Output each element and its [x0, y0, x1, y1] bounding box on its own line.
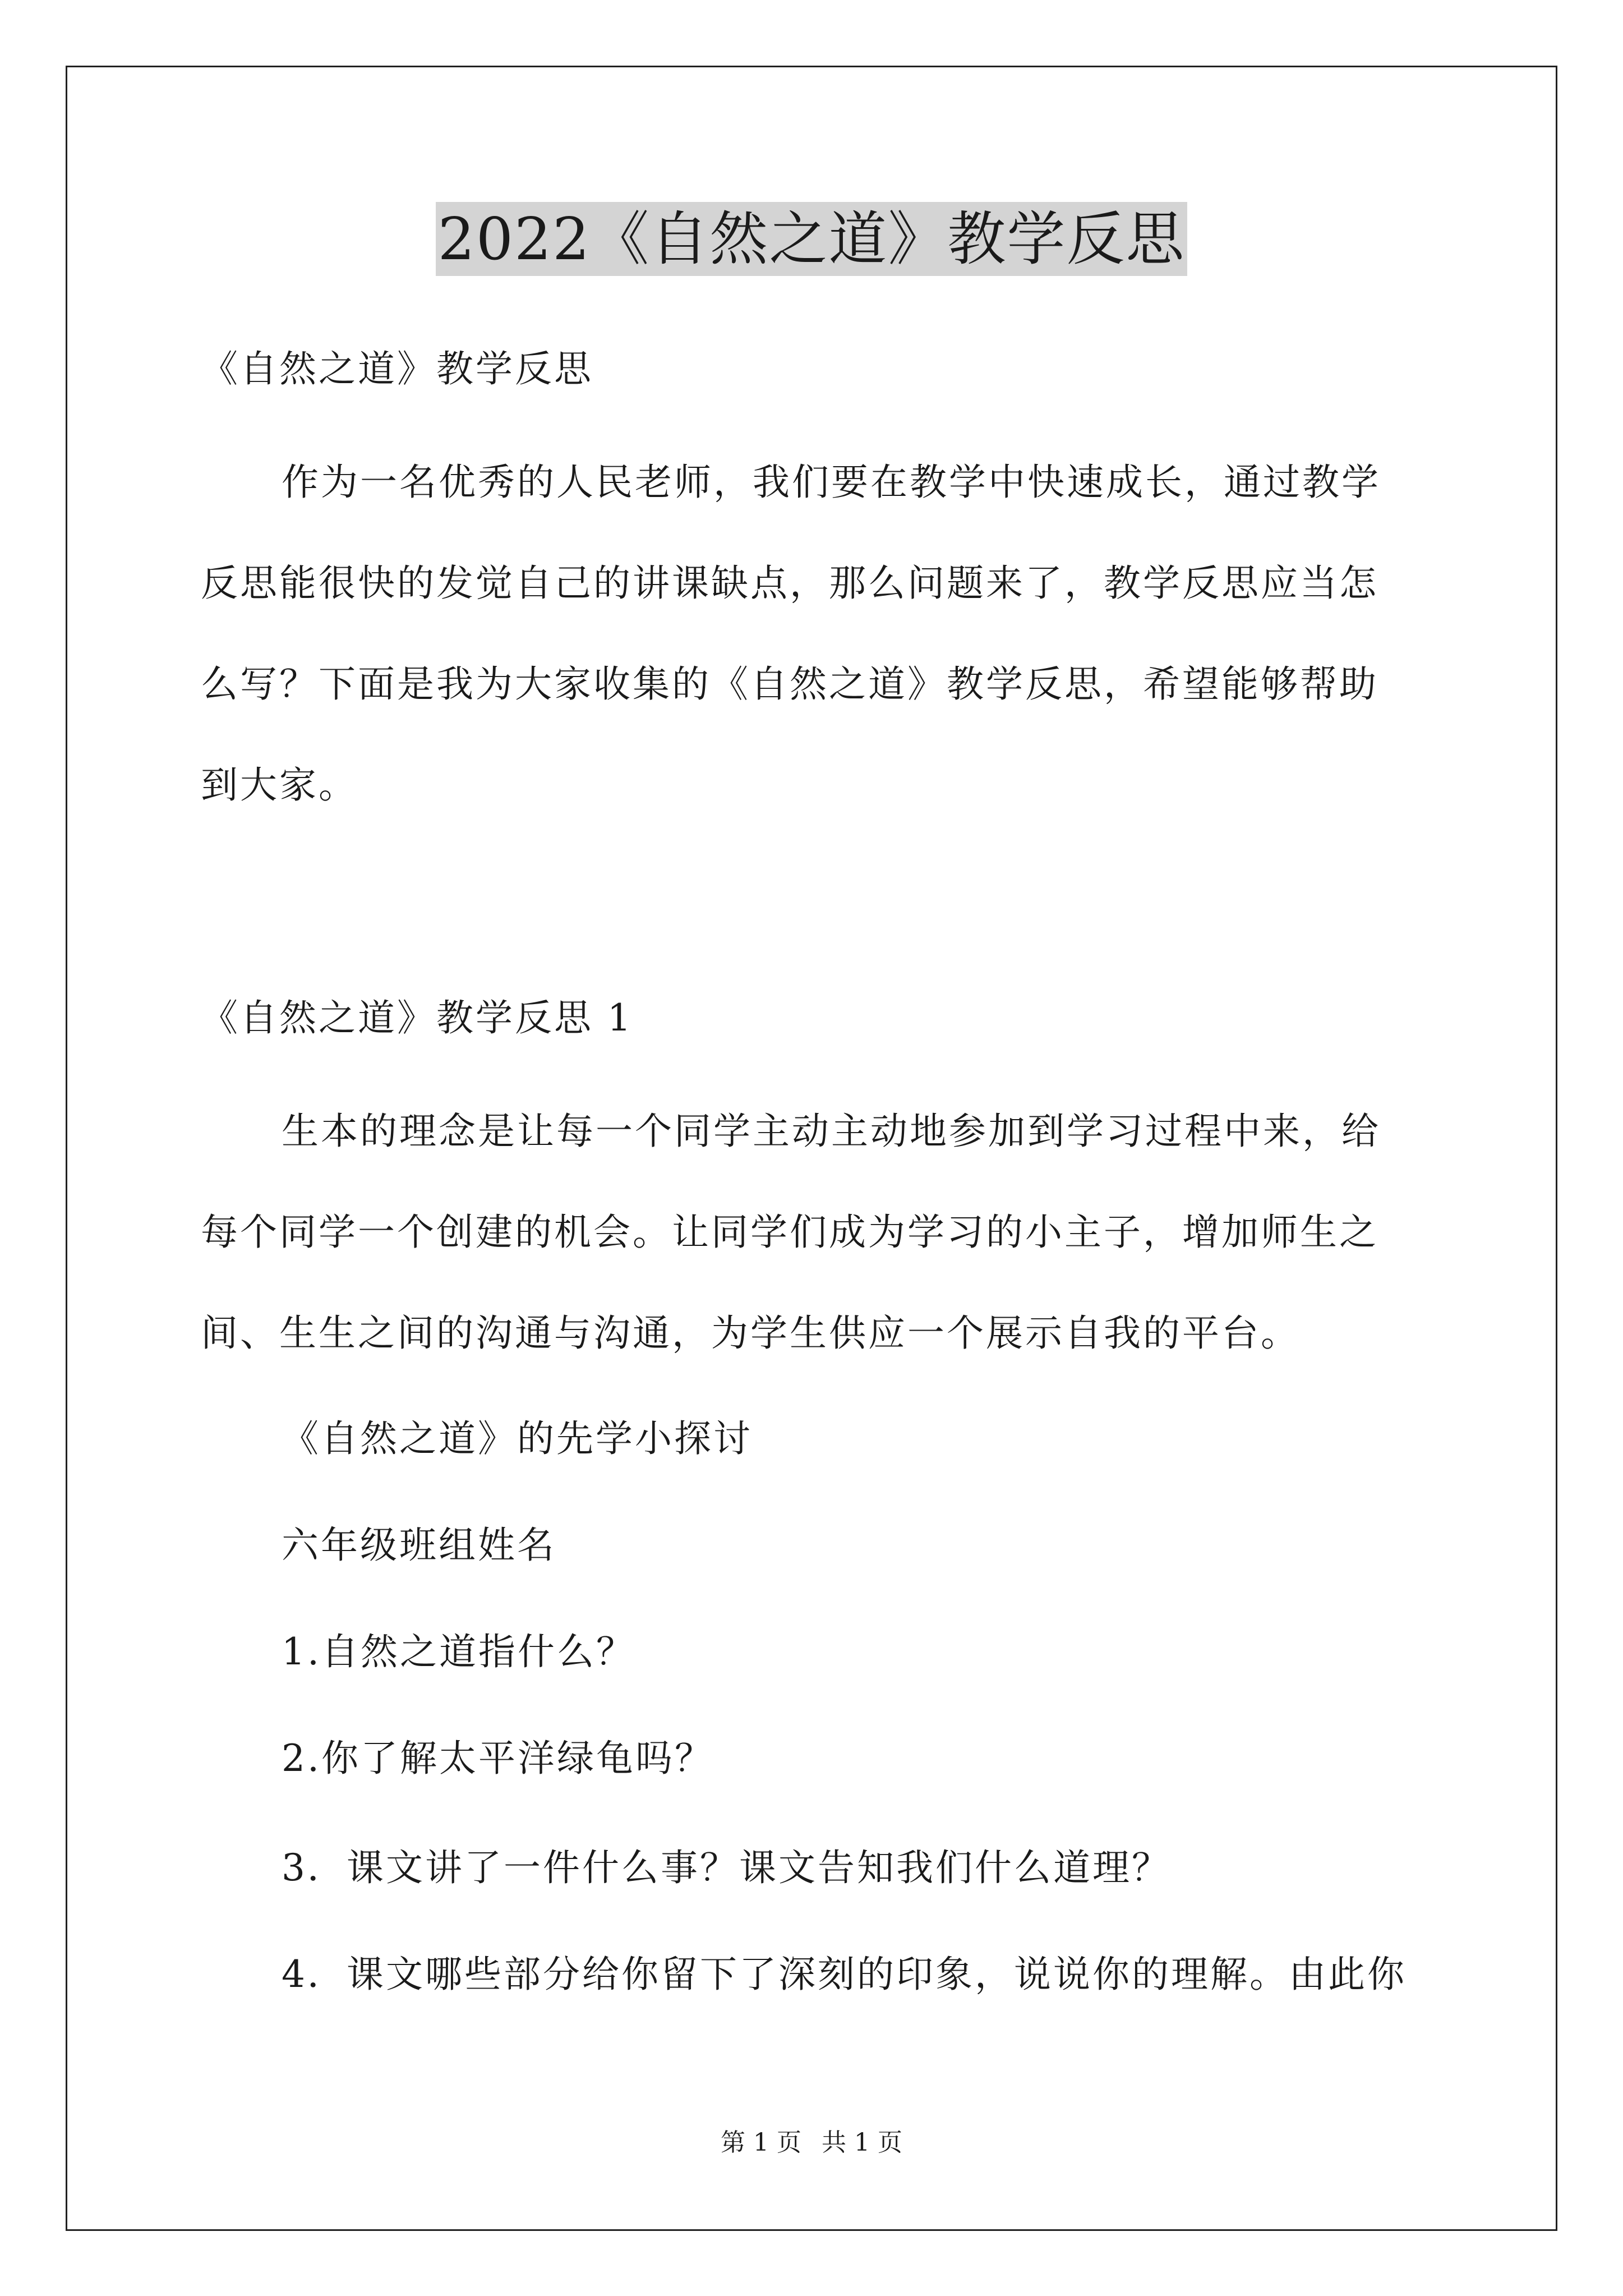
paragraph-line: 么写？下面是我为大家收集的《自然之道》教学反思，希望能够帮助	[201, 662, 1378, 706]
section-heading: 《自然之道》教学反思 1	[201, 996, 633, 1039]
paragraph-line: 《自然之道》的先学小探讨	[282, 1417, 753, 1460]
paragraph-line: 生本的理念是让每一个同学主动主动地参加到学习过程中来，给	[282, 1110, 1381, 1153]
page-number: 第 1 页	[721, 2128, 801, 2157]
paragraph-line: 六年级班组姓名	[282, 1524, 556, 1567]
section-heading: 《自然之道》教学反思	[201, 347, 593, 390]
list-item: 2.你了解太平洋绿龟吗？	[282, 1737, 714, 1780]
paragraph-line: 到大家。	[201, 763, 358, 807]
list-item: 4．课文哪些部分给你留下了深刻的印象，说说你的理解。由此你	[282, 1953, 1407, 1996]
document-title-text: 2022《自然之道》教学反思	[436, 202, 1188, 276]
page-footer	[0, 2127, 1623, 2159]
list-item: 1.自然之道指什么？	[282, 1630, 635, 1673]
paragraph-line: 间、生生之间的沟通与沟通，为学生供应一个展示自我的平台。	[201, 1312, 1300, 1355]
paragraph-line: 作为一名优秀的人民老师，我们要在教学中快速成长，通过教学	[282, 461, 1381, 504]
list-item: 3．课文讲了一件什么事？课文告知我们什么道理？	[282, 1846, 1171, 1889]
paragraph-line: 每个同学一个创建的机会。让同学们成为学习的小主子，增加师生之	[201, 1211, 1378, 1254]
page-total: 共 1 页	[822, 2128, 902, 2157]
document-title	[0, 202, 1623, 276]
paragraph-line: 反思能很快的发觉自己的讲课缺点，那么问题来了，教学反思应当怎	[201, 562, 1378, 605]
